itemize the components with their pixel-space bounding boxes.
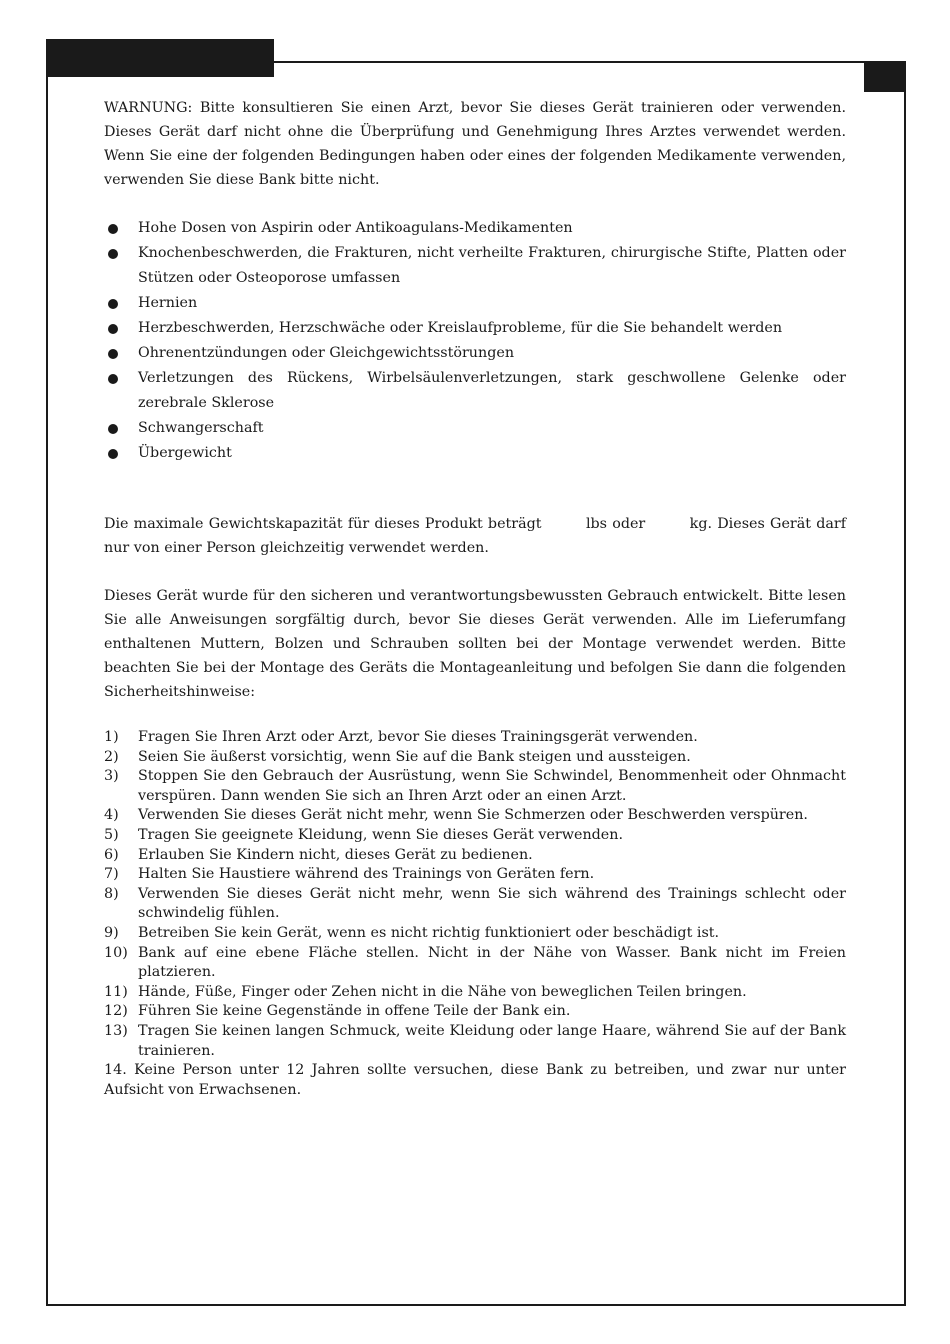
rule-text: Tragen Sie geeignete Kleidung, wenn Sie dieses Gerät verwenden. [138,826,624,843]
rule-text: Fragen Sie Ihren Arzt oder Arzt, bevor Sie dieses Trainingsgerät verwenden. [138,729,698,745]
rule-number: 7) [104,866,119,883]
rule-text: Hände, Füße, Finger oder Zehen nicht in die Nähe von beweglichen Teilen bringen. [138,983,747,1000]
rule-text: Bank auf eine ebene Fläche stellen. Nicht in der Nähe von Wasser. Bank nicht im Freien platzieren. [138,944,846,981]
rule-item [104,826,846,846]
rule-item [104,983,846,1003]
rule-number: 5) [104,826,119,843]
warning-paragraph: WARNUNG: Bitte konsultieren Sie einen Arzt, bevor Sie dieses Gerät trainieren oder verwenden. Dieses Gerät darf nicht ohne die Überprüfung und Genehmigung Ihres Arztes verwendet werden. Wenn Sie eine der folgenden Bedingungen haben oder eines der folgenden Medikamente verwenden, verwenden Sie diese Bank bitte nicht. [104,100,846,188]
condition-item: Hernien [104,291,846,316]
condition-item: Verletzungen des Rückens, Wirbelsäulenverletzungen, stark geschwollene Gelenke oder zerebrale Sklerose [104,366,846,416]
rule-number: 9) [104,924,119,941]
rule-number: 12) [104,1003,128,1020]
rule-item [104,865,846,885]
page-content [104,96,846,1100]
capacity-text-1: Die maximale Gewichtskapazität für dieses Produkt beträgt [104,516,542,532]
rule-item [104,1002,846,1022]
rule-item [104,728,846,748]
capacity-text-2: lbs oder [585,516,646,532]
rule-number: 1) [104,729,119,745]
rule-item [104,806,846,826]
final-note: 14. Keine Person unter 12 Jahren sollte versuchen, diese Bank zu betreiben, und zwar nur unter Aufsicht von Erwachsenen. [104,1062,846,1098]
rule-item [104,1022,846,1061]
condition-item: Übergewicht [104,441,846,466]
conditions-list [104,216,846,466]
rule-text: Halten Sie Haustiere während des Trainings von Geräten fern. [138,866,595,883]
rule-item [104,846,846,866]
rule-item [104,748,846,768]
rule-text: Seien Sie äußerst vorsichtig, wenn Sie auf die Bank steigen und aussteigen. [138,748,691,765]
rule-number: 11) [104,983,128,1000]
rule-item [104,924,846,944]
capacity-text-3: kg. Dieses Gerät darf nur von einer Person gleichzeitig verwendet werden. [104,516,847,556]
rule-number: 8) [104,885,119,902]
intro-paragraph: Dieses Gerät wurde für den sicheren und verantwortungsbewussten Gebrauch entwickelt. Bitte lesen Sie alle Anweisungen sorgfältig durch, bevor Sie dieses Gerät verwenden. Alle im Lieferumfang enthaltenen Muttern, Bolzen und Schrauben sollten bei der Montage verwendet werden. Bitte beachten Sie bei der Montage des Geräts die Montageanleitung und befolgen Sie dann die folgenden Sicherheitshinweise: [104,588,846,700]
rule-number: 2) [104,748,119,765]
rule-number: 3) [104,768,119,785]
rule-text: Stoppen Sie den Gebrauch der Ausrüstung, wenn Sie Schwindel, Benommenheit oder Ohnmacht verspüren. Dann wenden Sie sich an Ihren Arzt oder an einen Arzt. [138,768,846,804]
condition-item: Ohrenentzündungen oder Gleichgewichtsstörungen [104,341,846,366]
capacity-paragraph [104,512,846,560]
rule-number: 6) [104,846,119,863]
safety-rules-list [104,728,846,1061]
rule-number: 4) [104,807,119,824]
condition-item: Schwangerschaft [104,416,846,441]
rule-text: Betreiben Sie kein Gerät, wenn es nicht richtig funktioniert oder beschädigt ist. [138,924,720,941]
rule-number: 13) [104,1022,128,1039]
condition-item: Knochenbeschwerden, die Frakturen, nicht verheilte Frakturen, chirurgische Stifte, Platten oder Stützen oder Osteoporose umfassen [104,241,846,291]
header-tab-right [864,61,906,92]
rule-text: Tragen Sie keinen langen Schmuck, weite Kleidung oder lange Haare, während Sie auf der Bank trainieren. [138,1022,846,1059]
condition-item: Hohe Dosen von Aspirin oder Antikoagulans-Medikamenten [104,216,846,241]
rule-number: 10) [104,944,128,961]
condition-item: Herzbeschwerden, Herzschwäche oder Kreislaufprobleme, für die Sie behandelt werden [104,316,846,341]
rule-text: Verwenden Sie dieses Gerät nicht mehr, wenn Sie sich während des Trainings schlecht oder schwindelig fühlen. [138,885,846,922]
rule-item [104,944,846,983]
rule-text: Verwenden Sie dieses Gerät nicht mehr, wenn Sie Schmerzen oder Beschwerden verspüren. [138,807,808,824]
rule-item [104,767,846,806]
rule-text: Führen Sie keine Gegenstände in offene Teile der Bank ein. [138,1003,571,1020]
rule-text: Erlauben Sie Kindern nicht, dieses Gerät zu bedienen. [138,846,533,863]
rule-item [104,885,846,924]
